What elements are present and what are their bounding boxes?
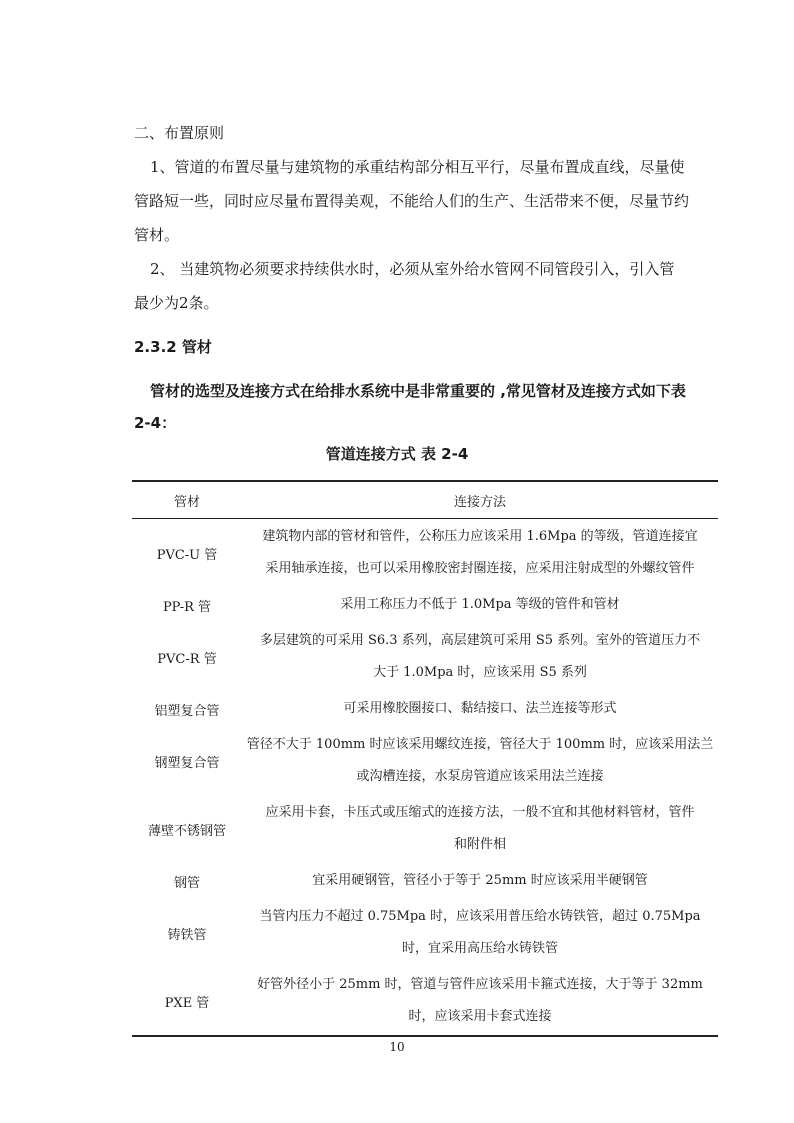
- cell-material: PVC-R 管: [157, 651, 217, 667]
- cell-material: PP-R 管: [162, 599, 212, 615]
- cell-material: 钢塑复合管: [154, 755, 220, 771]
- cell-method-line: 当管内压力不超过 0.75Mpa 时，应该采用普压给水铸铁管，超过 0.75Mpa: [259, 909, 701, 924]
- table-header-row: [132, 481, 718, 519]
- cell-material: 铸铁管: [167, 927, 207, 943]
- intro-line-1: 管材的选型及连接方式在给排水系统中是非常重要的 ,常见管材及连接方式如下表: [150, 382, 686, 400]
- cell-method: [242, 899, 718, 967]
- cell-method: [242, 863, 718, 899]
- table-row: [132, 967, 718, 1036]
- table-row: [132, 863, 718, 899]
- cell-method: [242, 795, 718, 863]
- page-number: 10: [389, 1040, 405, 1054]
- paragraph-2-line-1: 2、 当建筑物必须要求持续供水时，必须从室外给水管网不同管段引入，引入管: [150, 260, 675, 278]
- table-row: [132, 727, 718, 795]
- pipe-connection-table: [132, 480, 718, 1037]
- cell-method: [242, 587, 718, 623]
- cell-material: PVC-U 管: [156, 547, 218, 563]
- cell-material: 钢管: [173, 875, 200, 891]
- cell-method-line: 或沟槽连接，水泵房管道应该采用法兰连接: [356, 769, 604, 784]
- cell-method-line: 大于 1.0Mpa 时，应该采用 S5 系列: [373, 665, 587, 680]
- table-row: [132, 691, 718, 727]
- cell-material: 铝塑复合管: [154, 703, 220, 719]
- table-row: [132, 899, 718, 967]
- header-material: 管材: [132, 481, 242, 519]
- cell-method-line: 和附件相: [453, 837, 506, 852]
- cell-material: PXE 管: [164, 995, 210, 1011]
- cell-method-line: 好管外径小于 25mm 时，管道与管件应该采用卡箍式连接，大于等于 32mm: [257, 977, 703, 992]
- intro-line-2: 2-4：: [134, 414, 177, 432]
- table-row: [132, 795, 718, 863]
- cell-method: [242, 519, 718, 588]
- paragraph-1-line-3: 管材。: [134, 226, 180, 244]
- cell-method-line: 多层建筑的可采用 S6.3 系列，高层建筑可采用 S5 系列。室外的管道压力不: [259, 633, 701, 648]
- cell-method-line: 采用轴承连接，也可以采用橡胶密封圈连接，应采用注射成型的外螺纹管件: [265, 561, 695, 576]
- cell-method-line: 应采用卡套，卡压式或压缩式的连接方法，一般不宜和其他材料管材，管件: [265, 805, 695, 820]
- cell-method-line: 宜采用硬钢管，管径小于等于 25mm 时应该采用半硬钢管: [312, 873, 648, 888]
- cell-method-line: 建筑物内部的管材和管件，公称压力应该采用 1.6Mpa 的等级，管道连接宜: [262, 529, 698, 544]
- cell-method: [242, 727, 718, 795]
- paragraph-1-line-1: 1、管道的布置尽量与建筑物的承重结构部分相互平行，尽量布置成直线，尽量使: [150, 158, 685, 176]
- section-heading: 二、布置原则: [134, 124, 225, 142]
- cell-material: 薄壁不锈钢管: [147, 823, 226, 839]
- cell-method-line: 采用工称压力不低于 1.0Mpa 等级的管件和管材: [340, 597, 620, 612]
- cell-method-line: 可采用橡胶圈接口、黏结接口、法兰连接等形式: [343, 701, 617, 716]
- subsection-heading: 2.3.2 管材: [134, 338, 212, 356]
- cell-method: [242, 623, 718, 691]
- cell-method-line: 时，宜采用高压给水铸铁管: [401, 941, 558, 956]
- cell-method-line: 时，应该采用卡套式连接: [408, 1009, 552, 1024]
- paragraph-2-line-2: 最少为2条。: [134, 294, 219, 312]
- cell-method: [242, 967, 718, 1036]
- cell-method: [242, 691, 718, 727]
- table-row: [132, 587, 718, 623]
- table-caption: 管道连接方式 表 2-4: [325, 445, 469, 463]
- table-row: [132, 519, 718, 588]
- table-row: [132, 623, 718, 691]
- paragraph-1-line-2: 管路短一些，同时应尽量布置得美观，不能给人们的生产、生活带来不便，尽量节约: [134, 192, 690, 210]
- cell-method-line: 管径不大于 100mm 时应该采用螺纹连接，管径大于 100mm 时，应该采用法兰: [246, 737, 714, 752]
- header-connection-method: 连接方法: [242, 481, 718, 519]
